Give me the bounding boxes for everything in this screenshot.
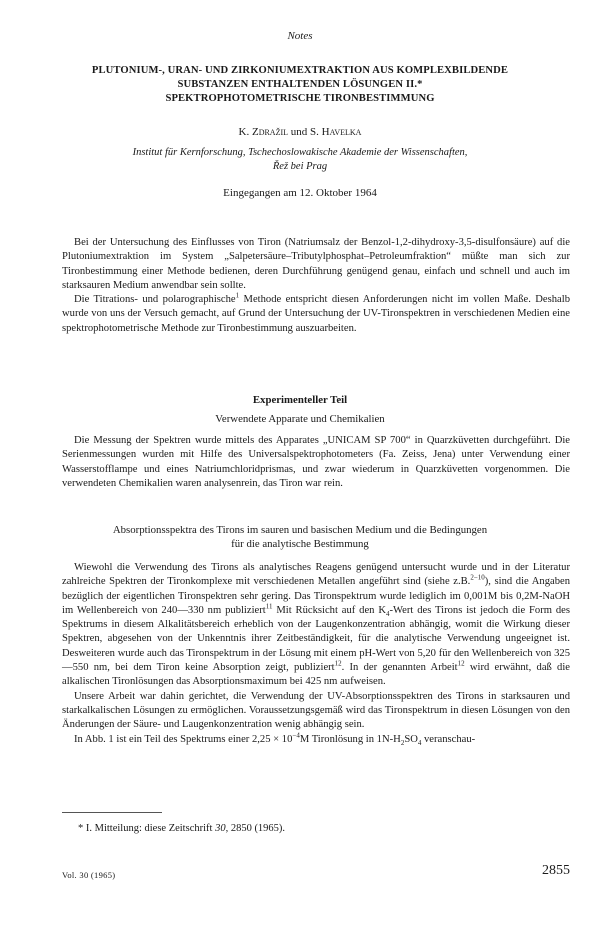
authors [0,126,600,138]
article-title [40,64,560,106]
intro-text [62,236,570,336]
volume-line: Vol. 30 (1965) [62,870,116,880]
apparatus-text [62,434,570,491]
intro-paragraph-1: Bei der Untersuchung des Einflusses von Tiron (Natriumsalz der Benzol-1,2-dihydroxy-3,5-disulfonsäure) auf die Plutoniumextraktion im System „Salpetersäure–Tributylphosphat–Petroleumfraktion“ müßte man sich zur Tironbestimmung einer Methode bedienen, deren Durchführung genügend genau, einfach und schnell und auch im starksauren Medium anwendbar sein sollte. [62,237,570,291]
received-date: Eingegangen am 12. Oktober 1964 [223,187,377,199]
running-head: Notes [287,30,313,42]
page-number: 2855 [542,863,570,878]
apparatus-paragraph: Die Messung der Spektren wurde mittels des Apparates „UNICAM SP 700“ in Quarzküvetten durchgeführt. Die Serienmessungen wurden mit Hilfe des Universalspektrophotometers (Fa. Zeiss, Jena) unter Verwendung einer Wasserstofflampe und eines Natriumchloridprismas, und zwar wiederum in Quarzküvetten vorgenommen. Die verwendeten Chemikalien waren analysenrein, das Tiron war rein. [62,435,570,489]
affiliation-line-1: Institut für Kernforschung, Tschechoslowakische Akademie der Wissenschaften, [132,147,468,158]
author-1: K. Zdražil [238,126,289,138]
authors-conjunction: und [288,126,311,138]
title-line-2: SUBSTANZEN ENTHALTENDEN LÖSUNGEN II.* [177,79,423,90]
affiliation-line-2: Řež bei Prag [272,161,328,172]
footnote: * I. Mitteilung: diese Zeitschrift 30, 2850 (1965). [78,823,286,834]
subheading-absorption-line-1: Absorptionsspektra des Tirons im sauren und basischen Medium und die Bedingungen [112,524,488,536]
absorption-text [62,561,570,747]
absorption-paragraph-3: In Abb. 1 ist ein Teil des Spektrums einer $2,25 \times 10^{-4}M$ Tironlösung in $1N-H_2SO_4$ veranschau- [74,731,476,747]
section-heading-experimental: Experimenteller Teil [252,394,348,406]
affiliation [40,146,560,174]
subheading-absorption [0,523,600,551]
intro-paragraph-2: Die Titrations- und polarographische$^1$ Methode entspricht diesen Anforderungen nicht im vollen Maße. Deshalb wurde von uns der Versuch gemacht, auf Grund der Untersuchung der UV-Tironspektren in verschiedenen Medien eine spektrophotometrische Methode zur Tironbestimmung auszuarbeiten. [62,291,570,334]
footnote-rule [62,812,162,813]
subheading-apparatus: Verwendete Apparate und Chemikalien [215,413,385,425]
author-2: S. Havelka [310,126,362,138]
title-line-1: PLUTONIUM-, URAN- UND ZIRKONIUMEXTRAKTION AUS KOMPLEXBILDENDE [91,65,509,76]
absorption-paragraph-2: Unsere Arbeit war dahin gerichtet, die Verwendung der UV-Absorptionsspektren des Tirons in starksauren und starkalkalischen Lösungen zu ermöglichen. Voraussetzungsgemäß wird das Tironspektrum in diesen Lösungen von den Änderungen der Säure- und Laugenkonzentration wenig abhängig sein. [62,690,570,731]
subheading-absorption-line-2: für die analytische Bestimmung [231,538,369,550]
absorption-paragraph-1: Wiewohl die Verwendung des Tirons als analytisches Reagens genügend untersucht wurde und in der Literatur zahlreiche Spektren der Tironkomplexe mit verschiedenen Metallen angeführt sind (siehe z.B.$^{2-10}$), sind die Angaben bezüglich der eigentlichen Tironspektren sehr gering. Das Tironspektrum wurde lediglich im 0,001M bis 0,2M-NaOH im Wellenbereich von 240—330 nm publiziert$^{11}$ Mit Rücksicht auf den $K_4$-Wert des Tirons ist jedoch die Form des Spektrums in diesem Alkalitätsbereich erheblich von der Laugenkonzentration abhängig, womit die Wirkung dieser Spektren, abgesehen von der Unkenntnis ihrer Zeitbeständigkeit, für die analytische Verwendung ungeeignet ist. Desweiteren wurde auch das Tironspektrum in der Lösung mit einem pH-Wert von 5,20 für den Wellenbereich von 325—550 nm, bei dem Tiron keine Absorption zeigt, publiziert$^{12}$. In der genannten Arbeit$^{12}$ wird erwähnt, daß die alkalischen Tironlösungen das Absorptionsmaximum bei 425 nm aufweisen. [62,562,571,688]
title-line-3: SPEKTROPHOTOMETRISCHE TIRONBESTIMMUNG [165,93,435,104]
